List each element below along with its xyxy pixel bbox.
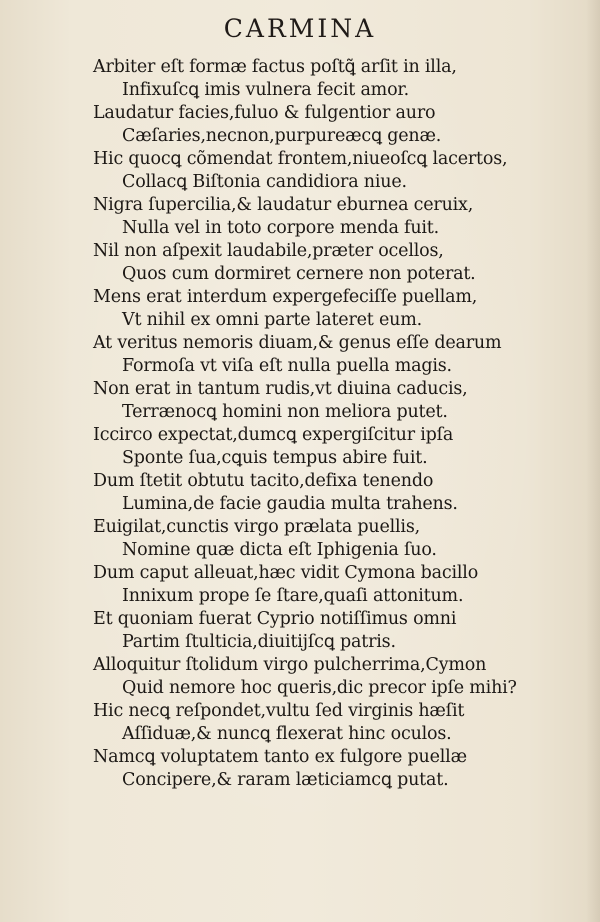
verse-line-14: Formoſa vt viſa eſt nulla puella magis. [122,356,452,376]
verse-line-15: Non erat in tantum rudis,vt diuina caducis, [93,379,468,399]
verse-line-27: Alloquitur ſtolidum virgo pulcherrima,Cymon [93,655,487,675]
verse-line-18: Sponte ſua,cꝗuis tempus abire fuit. [122,448,428,468]
verse-line-2: Infixuſcꝗ imis vulnera fecit amor. [122,80,410,100]
verse-line-23: Dum caput alleuat,hæc vidit Cymona bacillo [93,563,479,583]
verse-line-25: Et quoniam fuerat Cyprio notiſſimus omni [93,609,457,629]
verse-line-1: Arbiter eſt formæ factus poſtꝗ̃ arſit in illa, [93,57,457,77]
verse-line-10: Quos cum dormiret cernere non poterat. [122,264,476,284]
verse-line-28: Quid nemore hoc queris,dic precor ipſe mihi? [122,678,517,698]
verse-line-32: Concipere,& raram læticiamcꝗ putat. [122,770,449,790]
verse-line-19: Dum ſtetit obtutu tacito,defixa tenendo [93,471,434,491]
verse-line-9: Nil non aſpexit laudabile,præter ocellos, [93,241,444,261]
verse-line-30: Aſſiduæ,& nuncꝗ flexerat hinc oculos. [122,724,452,744]
verse-line-5: Hic quocꝗ cõmendat frontem,niueoſcꝗ lacertos, [93,149,508,169]
verse-line-6: Collacꝗ Biſtonia candidiora niue. [122,172,407,192]
verse-line-31: Namcꝗ voluptatem tanto ex fulgore puellæ [93,747,467,767]
verse-line-24: Innixum prope ſe ſtare,quaſi attonitum. [122,586,464,606]
verse-line-3: Laudatur facies,fuluo & fulgentior auro [93,103,436,123]
verse-line-22: Nomine quæ dicta eſt Iphigenia ſuo. [122,540,437,560]
verse-line-21: Euigilat,cunctis virgo prælata puellis, [93,517,420,537]
verse-line-17: Iccirco expectat,dumcꝗ expergiſcitur ipſa [93,425,454,445]
verse-line-20: Lumina,de facie gaudia multa trahens. [122,494,458,514]
verse-line-4: Cæſaries,necnon,purpureæcꝗ genæ. [122,126,442,146]
verse-line-13: At veritus nemoris diuam,& genus eſſe dearum [93,333,502,353]
verse-line-29: Hic necꝗ reſpondet,vultu ſed virginis hæſit [93,701,465,721]
page-edge-shadow [586,0,600,922]
verse-line-12: Vt nihil ex omni parte lateret eum. [122,310,422,330]
verse-line-7: Nigra ſupercilia,& laudatur eburnea ceruix, [93,195,474,215]
verse-line-26: Partim ſtulticia,diuitijſcꝗ patris. [122,632,396,652]
verse-line-16: Terrænocꝗ homini non meliora putet. [122,402,448,422]
verse-line-11: Mens erat interdum expergefeciſſe puellam, [93,287,478,307]
verse-line-8: Nulla vel in toto corpore menda fuit. [122,218,439,238]
running-head: CARMINA [223,14,377,43]
